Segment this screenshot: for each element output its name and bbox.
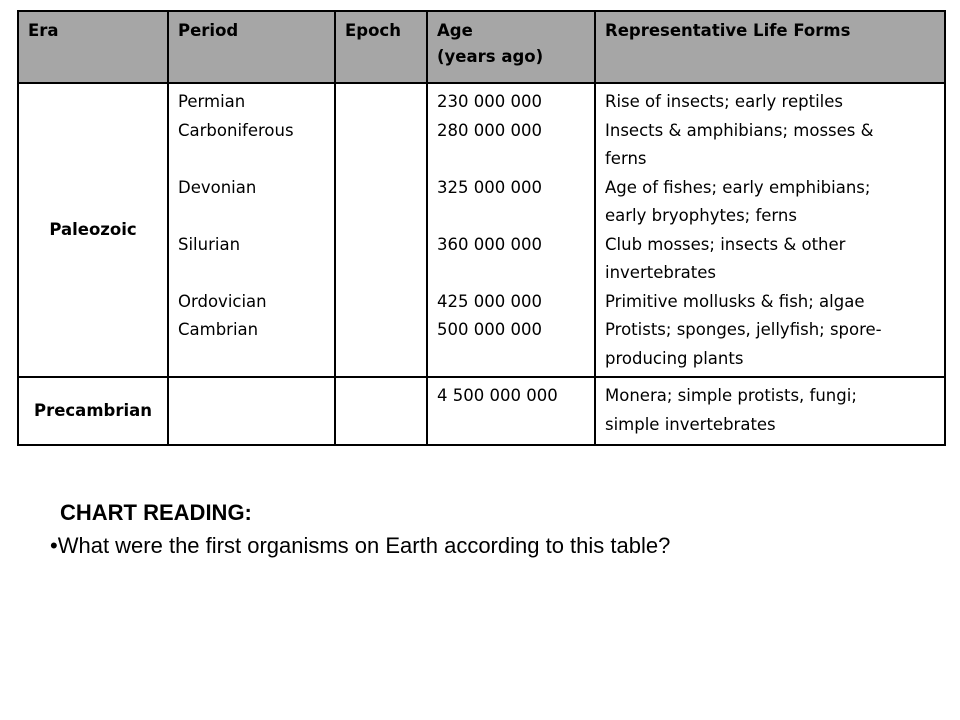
life-forms-line: Age of fishes; early emphibians; — [605, 177, 871, 197]
life-forms-line: ferns — [605, 149, 647, 168]
geologic-time-table — [17, 10, 946, 446]
header-age-line1: Age — [437, 21, 473, 40]
table-row-precambrian — [18, 377, 945, 445]
header-era: Era — [18, 11, 168, 83]
life-forms-line: Insects & amphibians; mosses & — [605, 120, 874, 140]
life-forms-line: simple invertebrates — [605, 414, 776, 434]
age-precambrian: 4 500 000 000 — [437, 386, 558, 405]
period-silurian: Silurian — [178, 234, 241, 254]
table-header-row — [18, 11, 945, 83]
age-cell-paleozoic — [427, 83, 595, 377]
period-cell-paleozoic — [168, 83, 335, 377]
age-cell-precambrian — [427, 377, 595, 445]
epoch-cell-paleozoic — [335, 83, 427, 377]
age-carboniferous: 280 000 000 — [437, 120, 542, 140]
age-cambrian: 500 000 000 — [437, 320, 542, 339]
life-forms-line: producing plants — [605, 348, 744, 368]
header-epoch: Epoch — [335, 11, 427, 83]
age-permian: 230 000 000 — [437, 92, 542, 111]
header-life-forms: Representative Life Forms — [595, 11, 945, 83]
period-carboniferous: Carboniferous — [178, 120, 294, 140]
life-forms-line: Club mosses; insects & other — [605, 234, 846, 254]
epoch-cell-precambrian — [335, 377, 427, 445]
life-forms-line: Monera; simple protists, fungi; — [605, 386, 857, 405]
era-paleozoic: Paleozoic — [18, 83, 168, 377]
period-permian: Permian — [178, 92, 246, 111]
question-bullet: •What were the first organisms on Earth according to this table? — [50, 533, 671, 558]
table-row-paleozoic — [18, 83, 945, 377]
header-age — [427, 11, 595, 83]
age-silurian: 360 000 000 — [437, 234, 542, 254]
question-title: CHART READING: — [60, 500, 252, 525]
age-devonian: 325 000 000 — [437, 177, 542, 197]
chart-reading-question — [50, 496, 940, 562]
life-forms-line: Primitive mollusks & fish; algae — [605, 291, 865, 311]
age-ordovician: 425 000 000 — [437, 291, 542, 311]
period-devonian: Devonian — [178, 177, 257, 197]
life-forms-line: early bryophytes; ferns — [605, 206, 797, 225]
life-forms-line: invertebrates — [605, 263, 716, 282]
period-cell-precambrian — [168, 377, 335, 445]
life-forms-cell-precambrian — [595, 377, 945, 445]
header-period: Period — [168, 11, 335, 83]
header-age-line2: (years ago) — [437, 47, 544, 66]
life-forms-line: Protists; sponges, jellyfish; spore- — [605, 320, 882, 339]
period-ordovician: Ordovician — [178, 291, 267, 311]
period-cambrian: Cambrian — [178, 320, 259, 339]
life-forms-cell-paleozoic — [595, 83, 945, 377]
era-precambrian: Precambrian — [18, 377, 168, 445]
life-forms-line: Rise of insects; early reptiles — [605, 92, 843, 111]
